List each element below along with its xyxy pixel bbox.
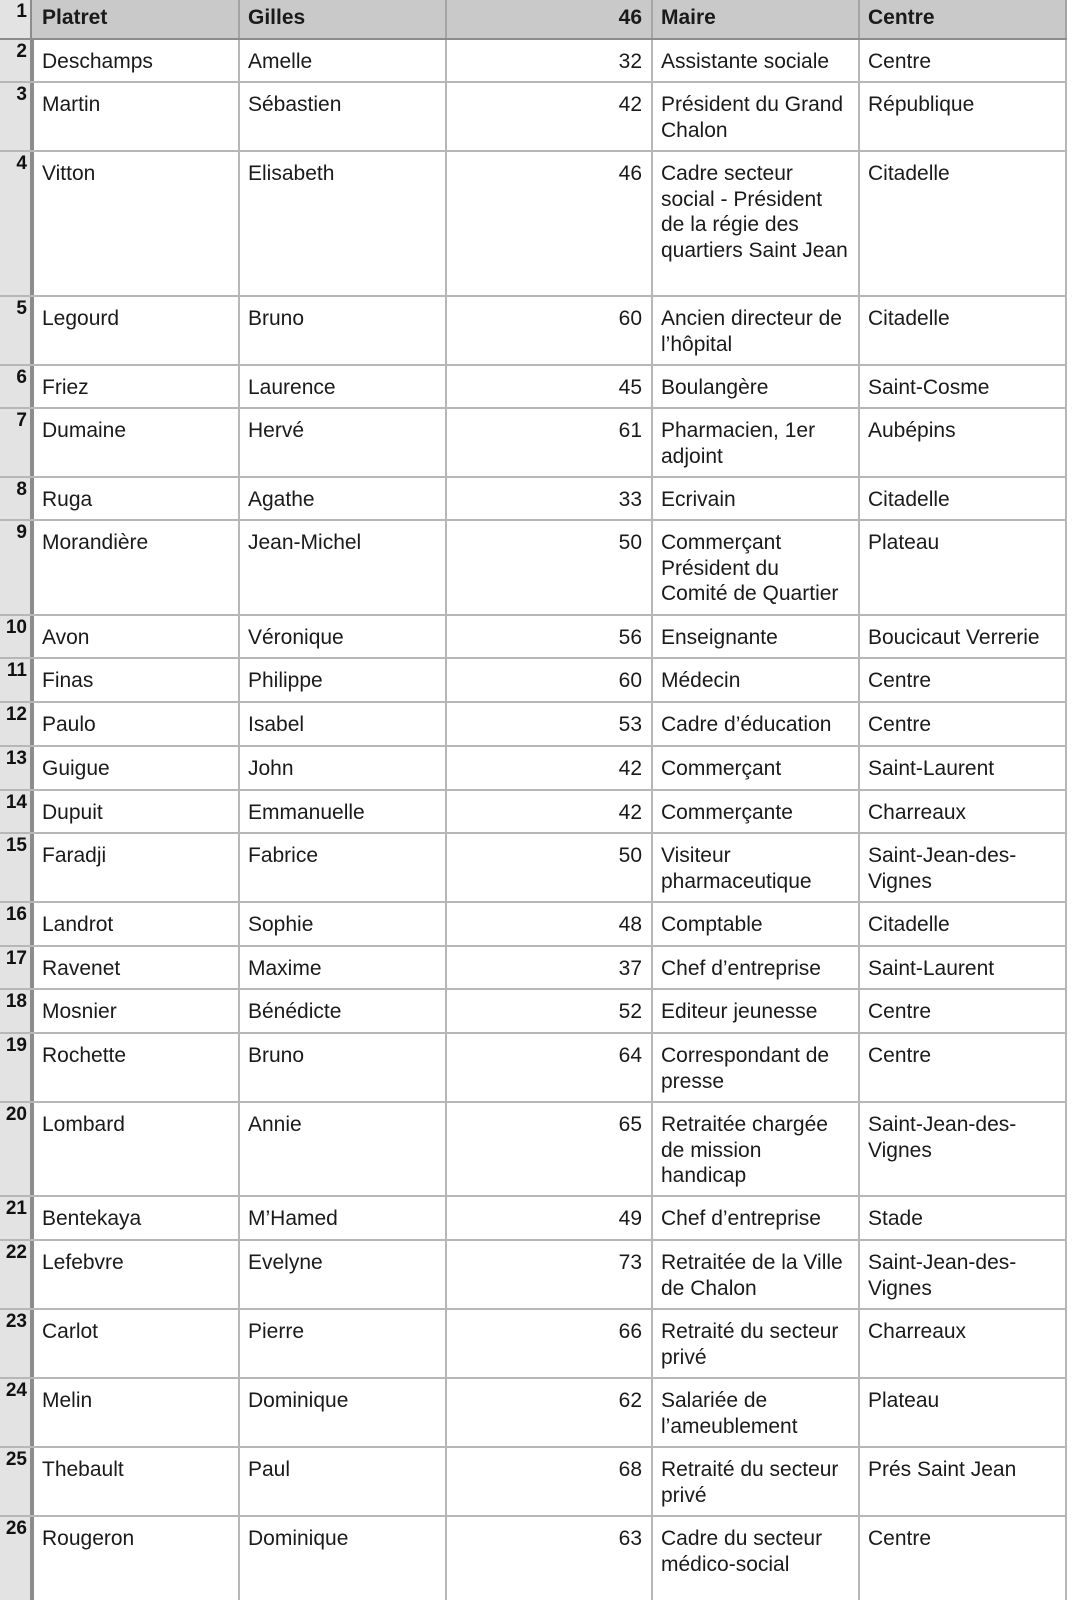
cell-age[interactable]: 33 xyxy=(447,478,653,519)
cell-age[interactable]: 48 xyxy=(447,903,653,945)
table-row xyxy=(0,1034,1089,1103)
cell-nom[interactable]: Rougeron xyxy=(34,1517,240,1600)
row-number[interactable]: 26 xyxy=(0,1517,32,1600)
row-number[interactable]: 12 xyxy=(0,703,32,745)
row-number[interactable]: 10 xyxy=(0,616,32,657)
table-header-row xyxy=(0,0,1089,40)
cell-age[interactable]: 52 xyxy=(447,990,653,1032)
cell-prenom[interactable]: Fabrice xyxy=(240,834,447,901)
row-number[interactable]: 8 xyxy=(0,478,32,519)
cell-nom[interactable]: Platret xyxy=(34,0,240,38)
cell-nom[interactable]: Vitton xyxy=(34,152,240,295)
row-number[interactable]: 3 xyxy=(0,83,32,150)
cell-age[interactable]: 65 xyxy=(447,1103,653,1195)
row-number[interactable]: 14 xyxy=(0,791,32,832)
cell-profession[interactable]: Retraitée de la Ville de Chalon xyxy=(653,1241,860,1308)
cell-prenom[interactable]: Philippe xyxy=(240,659,447,701)
cell-profession[interactable]: Ancien directeur de l’hôpital xyxy=(653,297,860,364)
cell-profession[interactable]: Commerçant xyxy=(653,747,860,789)
cell-quartier[interactable]: Centre xyxy=(860,0,1067,38)
row-number[interactable]: 2 xyxy=(0,40,32,81)
cell-nom[interactable]: Ruga xyxy=(34,478,240,519)
cell-age[interactable]: 42 xyxy=(447,747,653,789)
cell-age[interactable]: 46 xyxy=(447,0,653,38)
cell-prenom[interactable]: Amelle xyxy=(240,40,447,81)
cell-nom[interactable]: Landrot xyxy=(34,903,240,945)
cell-nom[interactable]: Avon xyxy=(34,616,240,657)
cell-prenom[interactable]: Annie xyxy=(240,1103,447,1195)
cell-age[interactable]: 62 xyxy=(447,1379,653,1446)
cell-nom[interactable]: Faradji xyxy=(34,834,240,901)
cell-quartier[interactable]: Boucicaut Verrerie xyxy=(860,616,1067,657)
cell-quartier[interactable]: Charreaux xyxy=(860,791,1067,832)
cell-age[interactable]: 68 xyxy=(447,1448,653,1515)
cell-profession[interactable]: Comptable xyxy=(653,903,860,945)
table-row xyxy=(0,521,1089,616)
table-row xyxy=(0,947,1089,990)
cell-prenom[interactable]: M’Hamed xyxy=(240,1197,447,1239)
cell-quartier[interactable]: Saint-Jean-des-Vignes xyxy=(860,834,1067,901)
cell-profession[interactable]: Cadre secteur social - Président de la régie des quartiers Saint Jean xyxy=(653,152,860,295)
row-number[interactable]: 4 xyxy=(0,152,32,295)
cell-nom[interactable]: Lefebvre xyxy=(34,1241,240,1308)
row-number[interactable]: 16 xyxy=(0,903,32,945)
cell-age[interactable]: 50 xyxy=(447,834,653,901)
table-row xyxy=(0,791,1089,834)
right-margin xyxy=(1067,0,1089,1600)
table-row xyxy=(0,703,1089,747)
cell-quartier[interactable]: Saint-Jean-des-Vignes xyxy=(860,1241,1067,1308)
cell-prenom[interactable]: Maxime xyxy=(240,947,447,988)
cell-prenom[interactable]: Bruno xyxy=(240,297,447,364)
table-row xyxy=(0,1241,1089,1310)
row-number[interactable]: 20 xyxy=(0,1103,32,1195)
cell-prenom[interactable]: John xyxy=(240,747,447,789)
cell-nom[interactable]: Martin xyxy=(34,83,240,150)
cell-profession[interactable]: Pharmacien, 1er adjoint xyxy=(653,409,860,476)
row-number[interactable]: 18 xyxy=(0,990,32,1032)
cell-age[interactable]: 37 xyxy=(447,947,653,988)
cell-nom[interactable]: Dupuit xyxy=(34,791,240,832)
cell-prenom[interactable]: Sébastien xyxy=(240,83,447,150)
cell-profession[interactable]: Ecrivain xyxy=(653,478,860,519)
row-number[interactable]: 19 xyxy=(0,1034,32,1101)
table-row xyxy=(0,478,1089,521)
cell-quartier[interactable]: Stade xyxy=(860,1197,1067,1239)
cell-nom[interactable]: Melin xyxy=(34,1379,240,1446)
cell-prenom[interactable]: Laurence xyxy=(240,366,447,407)
row-number[interactable]: 25 xyxy=(0,1448,32,1515)
table-row xyxy=(0,1310,1089,1379)
cell-prenom[interactable]: Elisabeth xyxy=(240,152,447,295)
cell-quartier[interactable]: Citadelle xyxy=(860,478,1067,519)
cell-prenom[interactable]: Sophie xyxy=(240,903,447,945)
cell-quartier[interactable]: Centre xyxy=(860,990,1067,1032)
cell-nom[interactable]: Thebault xyxy=(34,1448,240,1515)
table-row xyxy=(0,40,1089,83)
cell-age[interactable]: 66 xyxy=(447,1310,653,1377)
cell-quartier[interactable]: Centre xyxy=(860,703,1067,745)
cell-age[interactable]: 61 xyxy=(447,409,653,476)
cell-profession[interactable]: Cadre d’éducation xyxy=(653,703,860,745)
row-number[interactable]: 22 xyxy=(0,1241,32,1308)
cell-quartier[interactable]: Saint-Laurent xyxy=(860,747,1067,789)
cell-quartier[interactable]: Citadelle xyxy=(860,152,1067,295)
cell-prenom[interactable]: Isabel xyxy=(240,703,447,745)
cell-age[interactable]: 60 xyxy=(447,659,653,701)
cell-prenom[interactable]: Agathe xyxy=(240,478,447,519)
cell-prenom[interactable]: Emmanuelle xyxy=(240,791,447,832)
cell-age[interactable]: 32 xyxy=(447,40,653,81)
row-number[interactable]: 23 xyxy=(0,1310,32,1377)
cell-profession[interactable]: Correspondant de presse xyxy=(653,1034,860,1101)
table-row xyxy=(0,152,1089,297)
row-number[interactable]: 11 xyxy=(0,659,32,701)
cell-profession[interactable]: Chef d’entreprise xyxy=(653,947,860,988)
cell-profession[interactable]: Commerçante xyxy=(653,791,860,832)
cell-age[interactable]: 46 xyxy=(447,152,653,295)
cell-quartier[interactable]: Saint-Cosme xyxy=(860,366,1067,407)
cell-age[interactable]: 50 xyxy=(447,521,653,614)
cell-nom[interactable]: Ravenet xyxy=(34,947,240,988)
cell-profession[interactable]: Médecin xyxy=(653,659,860,701)
cell-nom[interactable]: Mosnier xyxy=(34,990,240,1032)
cell-profession[interactable]: Président du Grand Chalon xyxy=(653,83,860,150)
row-number[interactable]: 1 xyxy=(0,0,32,38)
cell-profession[interactable]: Editeur jeunesse xyxy=(653,990,860,1032)
cell-prenom[interactable]: Dominique xyxy=(240,1517,447,1600)
table-row xyxy=(0,1517,1089,1600)
cell-profession[interactable]: Visiteur pharmaceutique xyxy=(653,834,860,901)
cell-profession[interactable]: Retraité du secteur privé xyxy=(653,1448,860,1515)
table-row xyxy=(0,83,1089,152)
table-row xyxy=(0,903,1089,947)
cell-age[interactable]: 45 xyxy=(447,366,653,407)
cell-age[interactable]: 53 xyxy=(447,703,653,745)
cell-quartier[interactable]: République xyxy=(860,83,1067,150)
cell-nom[interactable]: Deschamps xyxy=(34,40,240,81)
cell-profession[interactable]: Assistante sociale xyxy=(653,40,860,81)
cell-nom[interactable]: Carlot xyxy=(34,1310,240,1377)
cell-age[interactable]: 49 xyxy=(447,1197,653,1239)
cell-age[interactable]: 60 xyxy=(447,297,653,364)
table-row xyxy=(0,409,1089,478)
row-number[interactable]: 5 xyxy=(0,297,32,364)
cell-quartier[interactable]: Charreaux xyxy=(860,1310,1067,1377)
table-row xyxy=(0,616,1089,659)
cell-quartier[interactable]: Saint-Jean-des-Vignes xyxy=(860,1103,1067,1195)
cell-nom[interactable]: Legourd xyxy=(34,297,240,364)
cell-nom[interactable]: Guigue xyxy=(34,747,240,789)
cell-prenom[interactable]: Gilles xyxy=(240,0,447,38)
cell-age[interactable]: 73 xyxy=(447,1241,653,1308)
cell-prenom[interactable]: Dominique xyxy=(240,1379,447,1446)
cell-prenom[interactable]: Jean-Michel xyxy=(240,521,447,614)
cell-age[interactable]: 42 xyxy=(447,83,653,150)
cell-quartier[interactable]: Centre xyxy=(860,1517,1067,1600)
cell-quartier[interactable]: Plateau xyxy=(860,521,1067,614)
cell-nom[interactable]: Paulo xyxy=(34,703,240,745)
cell-nom[interactable]: Lombard xyxy=(34,1103,240,1195)
table-row xyxy=(0,834,1089,903)
cell-profession[interactable]: Commerçant Président du Comité de Quartier xyxy=(653,521,860,614)
cell-quartier[interactable]: Citadelle xyxy=(860,903,1067,945)
cell-quartier[interactable]: Centre xyxy=(860,659,1067,701)
cell-profession[interactable]: Cadre du secteur médico-social xyxy=(653,1517,860,1600)
table-row xyxy=(0,1379,1089,1448)
table-row xyxy=(0,1197,1089,1241)
table-row xyxy=(0,297,1089,366)
row-number[interactable]: 21 xyxy=(0,1197,32,1239)
table-row xyxy=(0,747,1089,791)
row-number[interactable]: 9 xyxy=(0,521,32,614)
table-row xyxy=(0,990,1089,1034)
cell-quartier[interactable]: Aubépins xyxy=(860,409,1067,476)
cell-nom[interactable]: Morandière xyxy=(34,521,240,614)
row-number[interactable]: 15 xyxy=(0,834,32,901)
table-row xyxy=(0,659,1089,703)
cell-prenom[interactable]: Bruno xyxy=(240,1034,447,1101)
cell-quartier[interactable]: Centre xyxy=(860,1034,1067,1101)
row-number[interactable]: 17 xyxy=(0,947,32,988)
cell-age[interactable]: 64 xyxy=(447,1034,653,1101)
cell-prenom[interactable]: Pierre xyxy=(240,1310,447,1377)
cell-profession[interactable]: Retraité du secteur privé xyxy=(653,1310,860,1377)
cell-prenom[interactable]: Evelyne xyxy=(240,1241,447,1308)
cell-nom[interactable]: Rochette xyxy=(34,1034,240,1101)
cell-profession[interactable]: Chef d’entreprise xyxy=(653,1197,860,1239)
table-row xyxy=(0,1103,1089,1197)
cell-quartier[interactable]: Citadelle xyxy=(860,297,1067,364)
cell-quartier[interactable]: Plateau xyxy=(860,1379,1067,1446)
cell-quartier[interactable]: Saint-Laurent xyxy=(860,947,1067,988)
cell-prenom[interactable]: Véronique xyxy=(240,616,447,657)
cell-nom[interactable]: Bentekaya xyxy=(34,1197,240,1239)
row-number[interactable]: 24 xyxy=(0,1379,32,1446)
cell-profession[interactable]: Salariée de l’ameublement xyxy=(653,1379,860,1446)
row-number[interactable]: 7 xyxy=(0,409,32,476)
cell-quartier[interactable]: Centre xyxy=(860,40,1067,81)
cell-quartier[interactable]: Prés Saint Jean xyxy=(860,1448,1067,1515)
table-row xyxy=(0,366,1089,409)
cell-prenom[interactable]: Paul xyxy=(240,1448,447,1515)
cell-nom[interactable]: Dumaine xyxy=(34,409,240,476)
cell-prenom[interactable]: Bénédicte xyxy=(240,990,447,1032)
cell-age[interactable]: 63 xyxy=(447,1517,653,1600)
table-row xyxy=(0,1448,1089,1517)
cell-prenom[interactable]: Hervé xyxy=(240,409,447,476)
cell-age[interactable]: 56 xyxy=(447,616,653,657)
cell-profession[interactable]: Retraitée chargée de mission handicap xyxy=(653,1103,860,1195)
cell-profession[interactable]: Enseignante xyxy=(653,616,860,657)
row-number[interactable]: 13 xyxy=(0,747,32,789)
cell-profession[interactable]: Maire xyxy=(653,0,860,38)
cell-nom[interactable]: Friez xyxy=(34,366,240,407)
cell-profession[interactable]: Boulangère xyxy=(653,366,860,407)
cell-age[interactable]: 42 xyxy=(447,791,653,832)
cell-nom[interactable]: Finas xyxy=(34,659,240,701)
row-number[interactable]: 6 xyxy=(0,366,32,407)
